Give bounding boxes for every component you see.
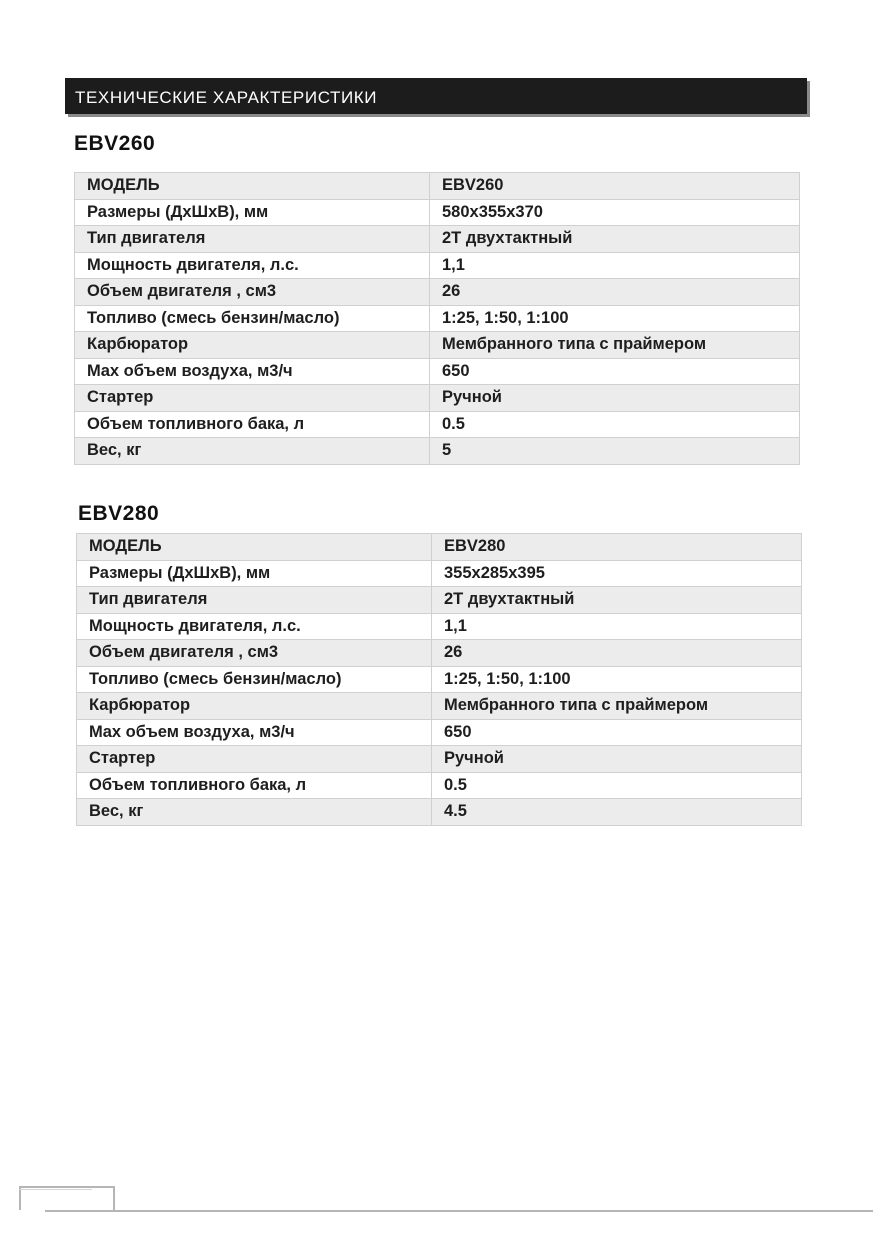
spec-value-cell: 1,1 [430,252,800,279]
spec-value-cell: Ручной [430,385,800,412]
spec-value-cell: Мембранного типа с праймером [430,332,800,359]
spec-value-cell: 2Т двухтактный [430,226,800,253]
spec-table-ebv260 [74,172,800,465]
model-heading-ebv280: EBV280 [78,502,160,525]
table-row [77,693,802,720]
table-row [75,305,800,332]
spec-value-cell: 26 [430,279,800,306]
table-row [77,666,802,693]
spec-value-cell: 2Т двухтактный [432,587,802,614]
spec-label-cell: Вес, кг [77,799,432,826]
table-row [75,438,800,465]
section-title: ТЕХНИЧЕСКИЕ ХАРАКТЕРИСТИКИ [75,88,378,107]
spec-value-cell: 0.5 [432,772,802,799]
spec-value-cell: 650 [432,719,802,746]
spec-label-cell: МОДЕЛЬ [75,173,430,200]
spec-label-cell: Мощность двигателя, л.с. [75,252,430,279]
table-row [77,534,802,561]
spec-label-cell: Объем топливного бака, л [77,772,432,799]
spec-label-cell: Тип двигателя [77,587,432,614]
spec-value-cell: 650 [430,358,800,385]
table-row [75,199,800,226]
table-row [77,772,802,799]
spec-value-cell: 0.5 [430,411,800,438]
footer-tab-inner-line [19,1186,92,1190]
spec-label-cell: Вес, кг [75,438,430,465]
spec-label-cell: Мощность двигателя, л.с. [77,613,432,640]
spec-label-cell: Max объем воздуха, м3/ч [75,358,430,385]
spec-label-cell: Объем топливного бака, л [75,411,430,438]
spec-value-cell: 26 [432,640,802,667]
table-row [75,358,800,385]
spec-value-cell: Ручной [432,746,802,773]
table-row [77,640,802,667]
spec-value-cell: 1:25, 1:50, 1:100 [430,305,800,332]
table-row [75,332,800,359]
table-row [75,226,800,253]
spec-label-cell: Max объем воздуха, м3/ч [77,719,432,746]
spec-label-cell: Топливо (смесь бензин/масло) [75,305,430,332]
section-header-bar [65,78,807,114]
spec-value-cell: EBV280 [432,534,802,561]
table-row [77,613,802,640]
spec-value-cell: Мембранного типа с праймером [432,693,802,720]
spec-label-cell: Топливо (смесь бензин/масло) [77,666,432,693]
spec-label-cell: Стартер [75,385,430,412]
table-row [77,746,802,773]
spec-table-ebv280 [76,533,802,826]
table-row [77,799,802,826]
spec-label-cell: Тип двигателя [75,226,430,253]
table-row [75,279,800,306]
spec-value-cell: 4.5 [432,799,802,826]
table-row [77,587,802,614]
spec-label-cell: Карбюратор [75,332,430,359]
spec-label-cell: Размеры (ДхШхВ), мм [75,199,430,226]
spec-label-cell: МОДЕЛЬ [77,534,432,561]
spec-label-cell: Карбюратор [77,693,432,720]
spec-value-cell: 1,1 [432,613,802,640]
spec-label-cell: Стартер [77,746,432,773]
spec-value-cell: 5 [430,438,800,465]
spec-value-cell: 580x355x370 [430,199,800,226]
spec-value-cell: 355x285x395 [432,560,802,587]
spec-label-cell: Объем двигателя , см3 [75,279,430,306]
footer-rule [45,1210,873,1212]
spec-value-cell: 1:25, 1:50, 1:100 [432,666,802,693]
spec-label-cell: Объем двигателя , см3 [77,640,432,667]
table-row [77,719,802,746]
spec-label-cell: Размеры (ДхШхВ), мм [77,560,432,587]
table-row [75,173,800,200]
table-row [75,252,800,279]
table-row [75,411,800,438]
spec-value-cell: EBV260 [430,173,800,200]
model-heading-ebv260: EBV260 [74,132,156,155]
table-row [75,385,800,412]
table-row [77,560,802,587]
